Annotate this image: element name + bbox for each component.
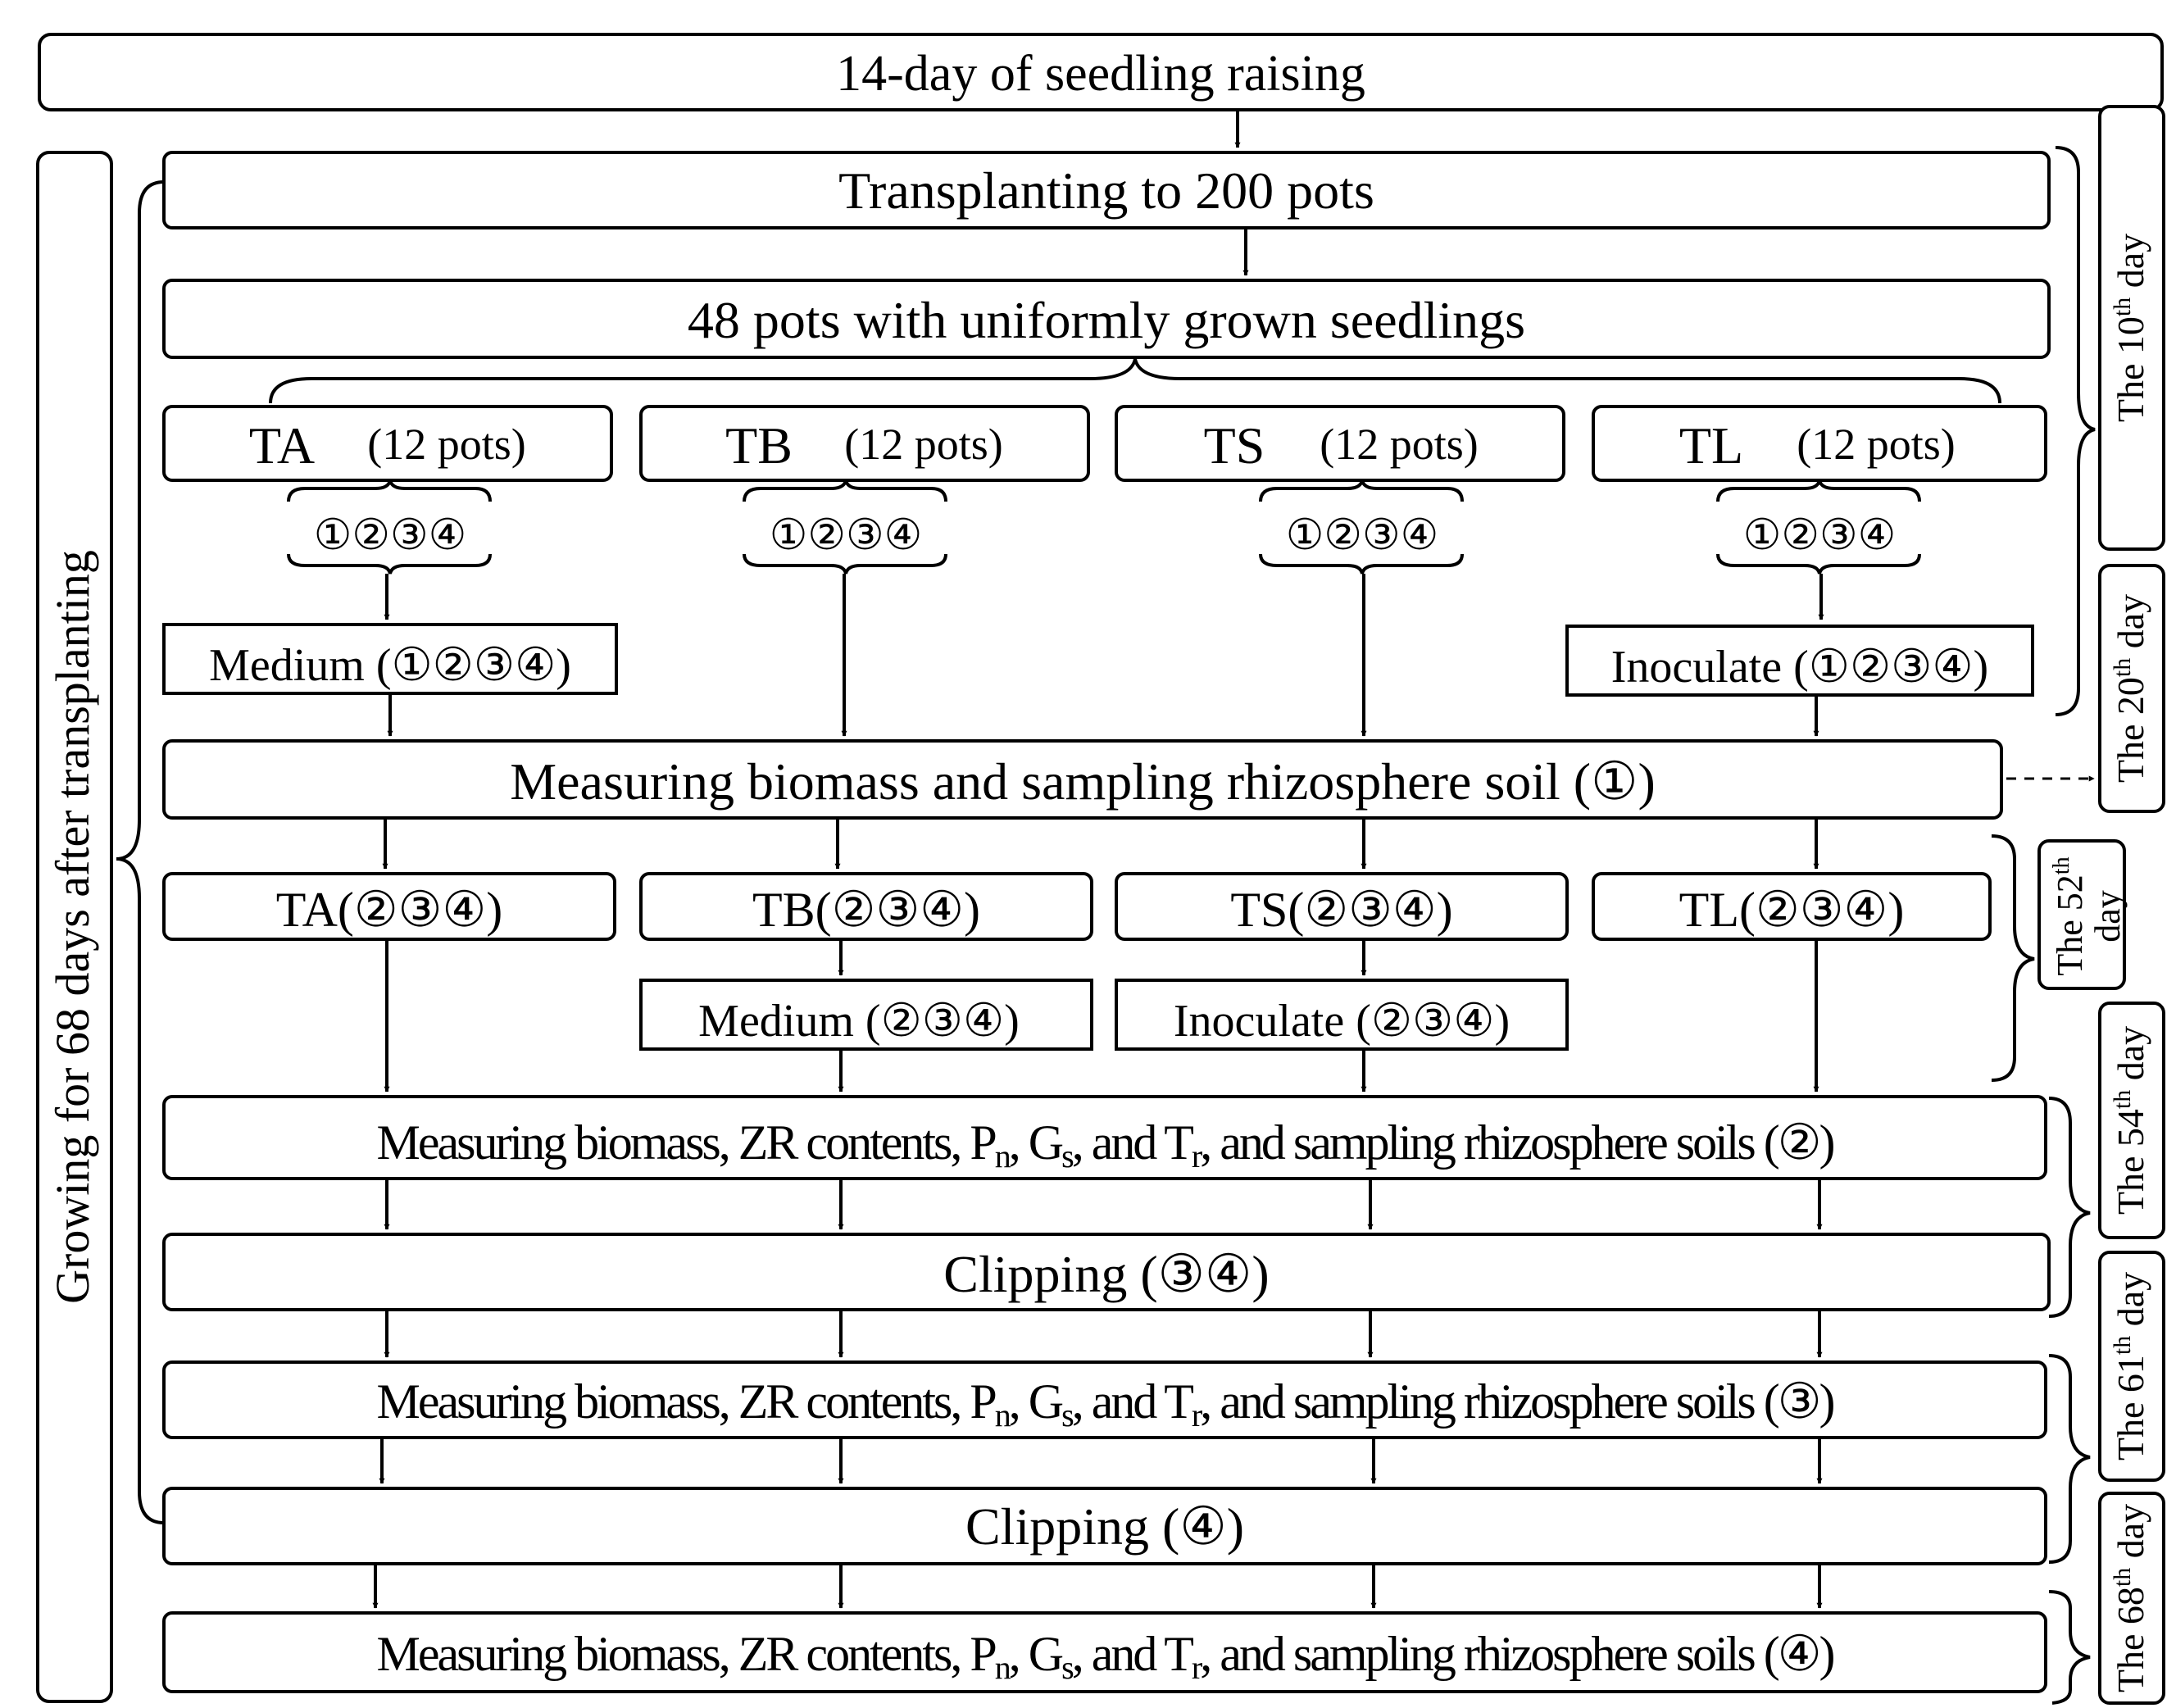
group-pots-ta: (12 pots) (367, 420, 526, 469)
split-brace (270, 359, 2000, 403)
reps-tb (744, 480, 946, 574)
brace-10th (2056, 148, 2095, 715)
brace-61st (2049, 1356, 2090, 1562)
medium2-text: Medium (②③④) (698, 996, 1020, 1047)
group-pots-tl: (12 pots) (1797, 420, 1956, 469)
reps-tl (1718, 480, 1919, 574)
group2-text-ta: TA(②③④) (275, 883, 503, 937)
uniform-text: 48 pots with uniformly grown seedlings (687, 291, 1526, 349)
seedling-raising-text: 14-day of seedling raising (836, 46, 1365, 102)
group2-text-tb: TB(②③④) (752, 883, 980, 937)
day-label-52nd: The 52th (2049, 856, 2090, 976)
measure2-text: Measuring biomass, ZR contents, Pn, Gs, and Tr, and sampling rhizosphere soils (②) (376, 1115, 1833, 1174)
measure4-text: Measuring biomass, ZR contents, Pn, Gs, and Tr, and sampling rhizosphere soils (④) (376, 1627, 1833, 1686)
clipping2-text: Clipping (④) (965, 1497, 1245, 1556)
group2-text-tl: TL(②③④) (1679, 883, 1905, 937)
reps-ts (1261, 480, 1462, 574)
inoculate2-text: Inoculate (②③④) (1173, 996, 1510, 1047)
day-label-61st: The 61th day (2109, 1271, 2151, 1461)
inoculate1-text: Inoculate (①②③④) (1610, 642, 1989, 693)
group-code-ts: TS (1203, 416, 1265, 475)
group-code-ta: TA (248, 416, 316, 475)
group-pots-ts: (12 pots) (1320, 420, 1479, 469)
reps-ts-text: ①②③④ (1285, 512, 1439, 559)
day-label-52nd-line2: day (2087, 890, 2128, 943)
day-label-54th: The 54th day (2109, 1025, 2151, 1215)
group2-text-ts: TS(②③④) (1230, 883, 1453, 937)
day-label-68th: The 68th day (2109, 1503, 2151, 1693)
brace-52nd (1992, 836, 2034, 1080)
medium1-text: Medium (①②③④) (209, 640, 571, 691)
reps-ta (288, 480, 490, 574)
side-label-text: Growing for 68 days after transplanting (46, 550, 99, 1304)
transplant-text: Transplanting to 200 pots (838, 161, 1374, 220)
day-label-10th: The 10th day (2109, 233, 2151, 423)
measure3-text: Measuring biomass, ZR contents, Pn, Gs, and Tr, and sampling rhizosphere soils (③) (376, 1374, 1833, 1433)
group-code-tl: TL (1679, 416, 1744, 475)
brace-68th (2049, 1592, 2090, 1703)
group-code-tb: TB (725, 416, 793, 475)
left-brace (116, 182, 164, 1523)
reps-ta-text: ①②③④ (313, 512, 467, 559)
reps-tb-text: ①②③④ (769, 512, 923, 559)
brace-54th (2049, 1098, 2090, 1316)
measure1-text: Measuring biomass and sampling rhizosphere soil (①) (510, 752, 1656, 811)
clipping1-text: Clipping (③④) (943, 1245, 1270, 1303)
reps-tl-text: ①②③④ (1742, 512, 1897, 559)
group-pots-tb: (12 pots) (844, 420, 1003, 469)
day-label-20th: The 20th day (2109, 593, 2151, 784)
